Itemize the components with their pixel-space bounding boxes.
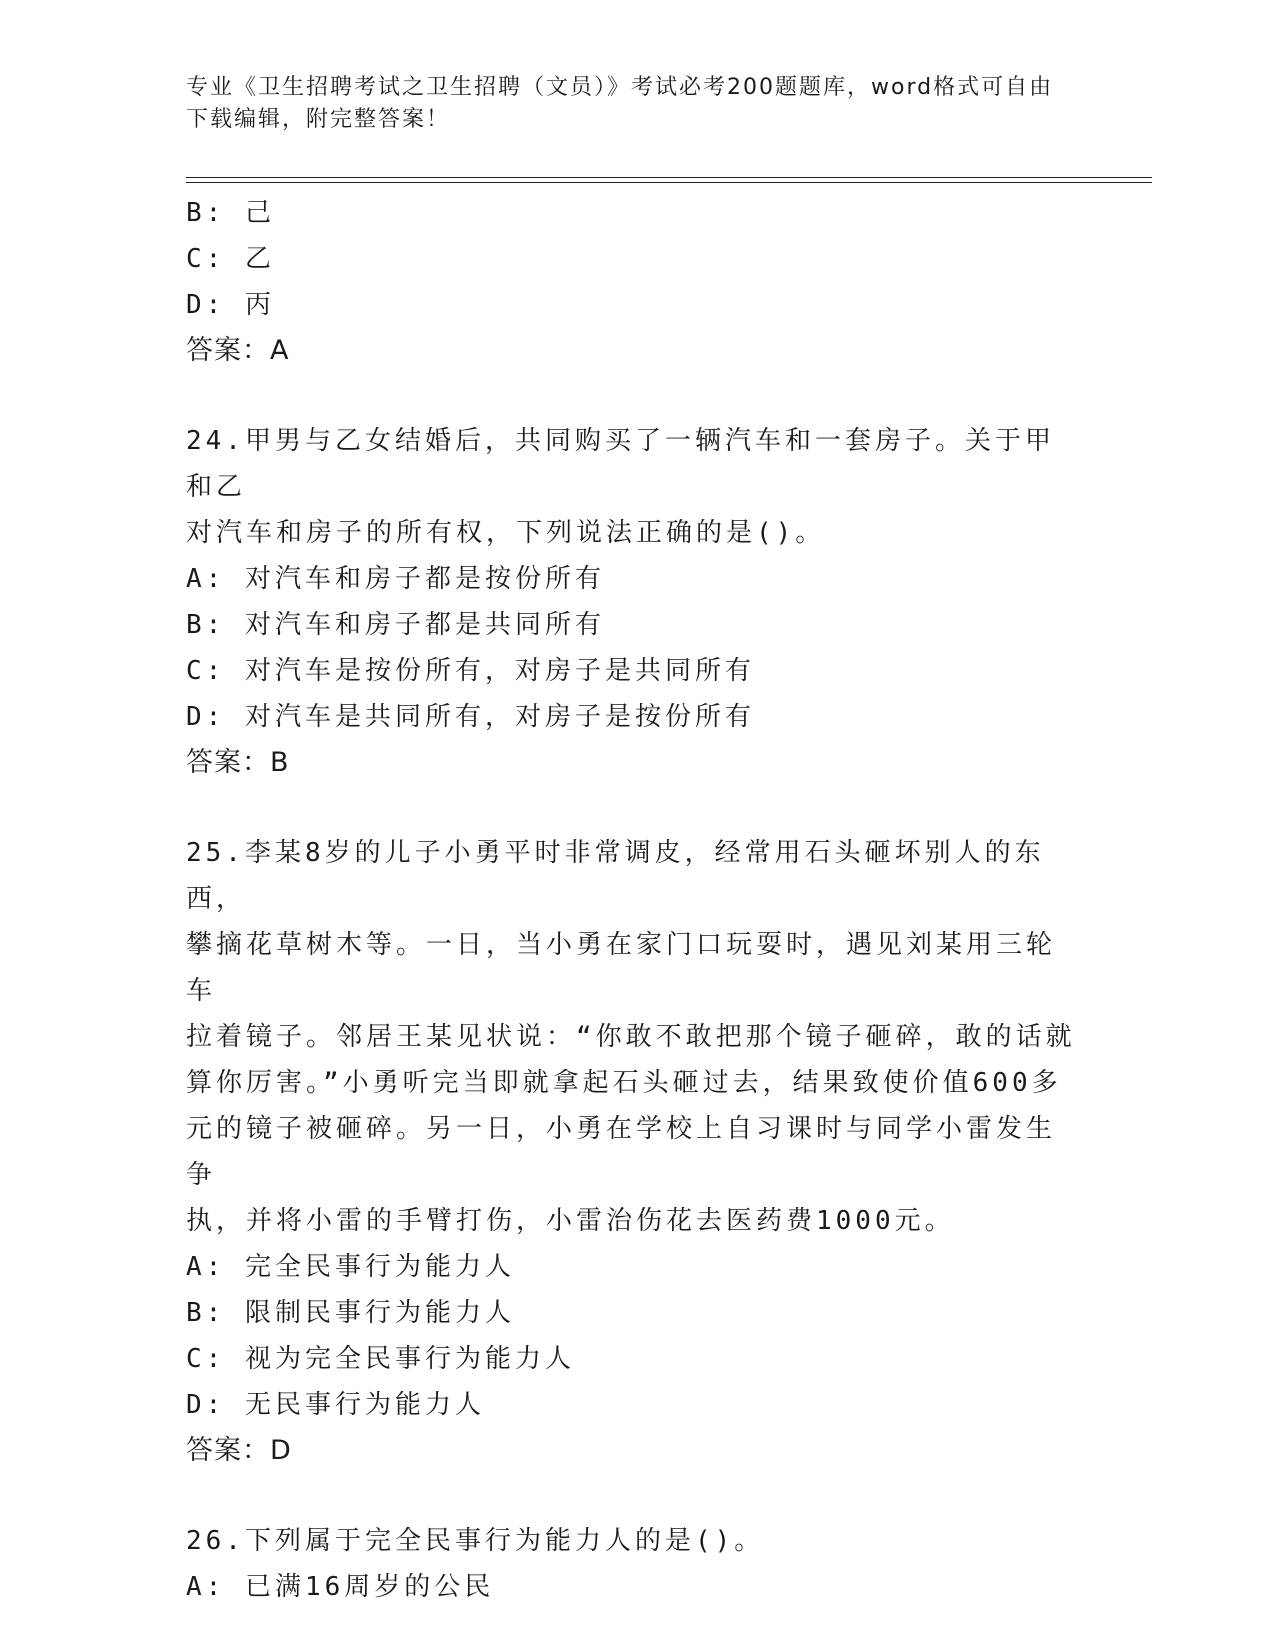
question-text-line: 25.李某8岁的儿子小勇平时非常调皮，经常用石头砸坏别人的东西， — [186, 838, 1045, 914]
question-text-line: 对汽车和房子的所有权，下列说法正确的是()。 — [186, 518, 826, 548]
answer: 答案：D — [186, 1435, 292, 1466]
option-c: C: 视为完全民事行为能力人 — [186, 1344, 575, 1374]
spacer — [186, 374, 1076, 418]
answer: 答案：B — [186, 747, 290, 778]
document-header — [186, 72, 1066, 136]
option-d: D: 对汽车是共同所有，对房子是按份所有 — [186, 702, 755, 732]
spacer — [186, 786, 1076, 830]
question-text-line: 26.下列属于完全民事行为能力人的是()。 — [186, 1526, 765, 1556]
spacer — [186, 1474, 1076, 1518]
header-rule-bottom — [186, 182, 1152, 183]
option-d: D: 无民事行为能力人 — [186, 1390, 485, 1420]
header-rule-top — [186, 177, 1152, 178]
question-text-line: 24.甲男与乙女结婚后，共同购买了一辆汽车和一套房子。关于甲和乙 — [186, 426, 1055, 502]
question-text-line: 执，并将小雷的手臂打伤，小雷治伤花去医药费1000元。 — [186, 1206, 955, 1236]
option-d: D: 丙 — [186, 290, 275, 320]
answer: 答案：A — [186, 335, 290, 366]
question-text-line: 元的镜子被砸碎。另一日，小勇在学校上自习课时与同学小雷发生争 — [186, 1114, 1057, 1190]
question-text-line: 算你厉害。”小勇听完当即就拿起石头砸过去，结果致使价值600多 — [186, 1068, 1062, 1098]
option-a: A: 已满16周岁的公民 — [186, 1572, 495, 1602]
option-c: C: 对汽车是按份所有，对房子是共同所有 — [186, 656, 755, 686]
question-text-line: 拉着镜子。邻居王某见状说：“你敢不敢把那个镜子砸碎，敢的话就 — [186, 1022, 1076, 1052]
option-a: A: 对汽车和房子都是按份所有 — [186, 564, 605, 594]
question-25 — [186, 830, 1076, 1474]
question-23-tail — [186, 190, 1076, 374]
question-24 — [186, 418, 1076, 786]
question-list — [186, 190, 1076, 1610]
question-text-line: 攀摘花草树木等。一日，当小勇在家门口玩耍时，遇见刘某用三轮车 — [186, 930, 1057, 1006]
question-26 — [186, 1518, 1076, 1610]
option-c: C: 乙 — [186, 244, 275, 274]
option-b: B: 限制民事行为能力人 — [186, 1298, 515, 1328]
header-title: 专业《卫生招聘考试之卫生招聘（文员）》考试必考200题题库，word格式可自由下载编辑，附完整答案！ — [186, 75, 1054, 132]
option-b: B: 己 — [186, 198, 275, 228]
option-b: B: 对汽车和房子都是共同所有 — [186, 610, 605, 640]
option-a: A: 完全民事行为能力人 — [186, 1252, 515, 1282]
